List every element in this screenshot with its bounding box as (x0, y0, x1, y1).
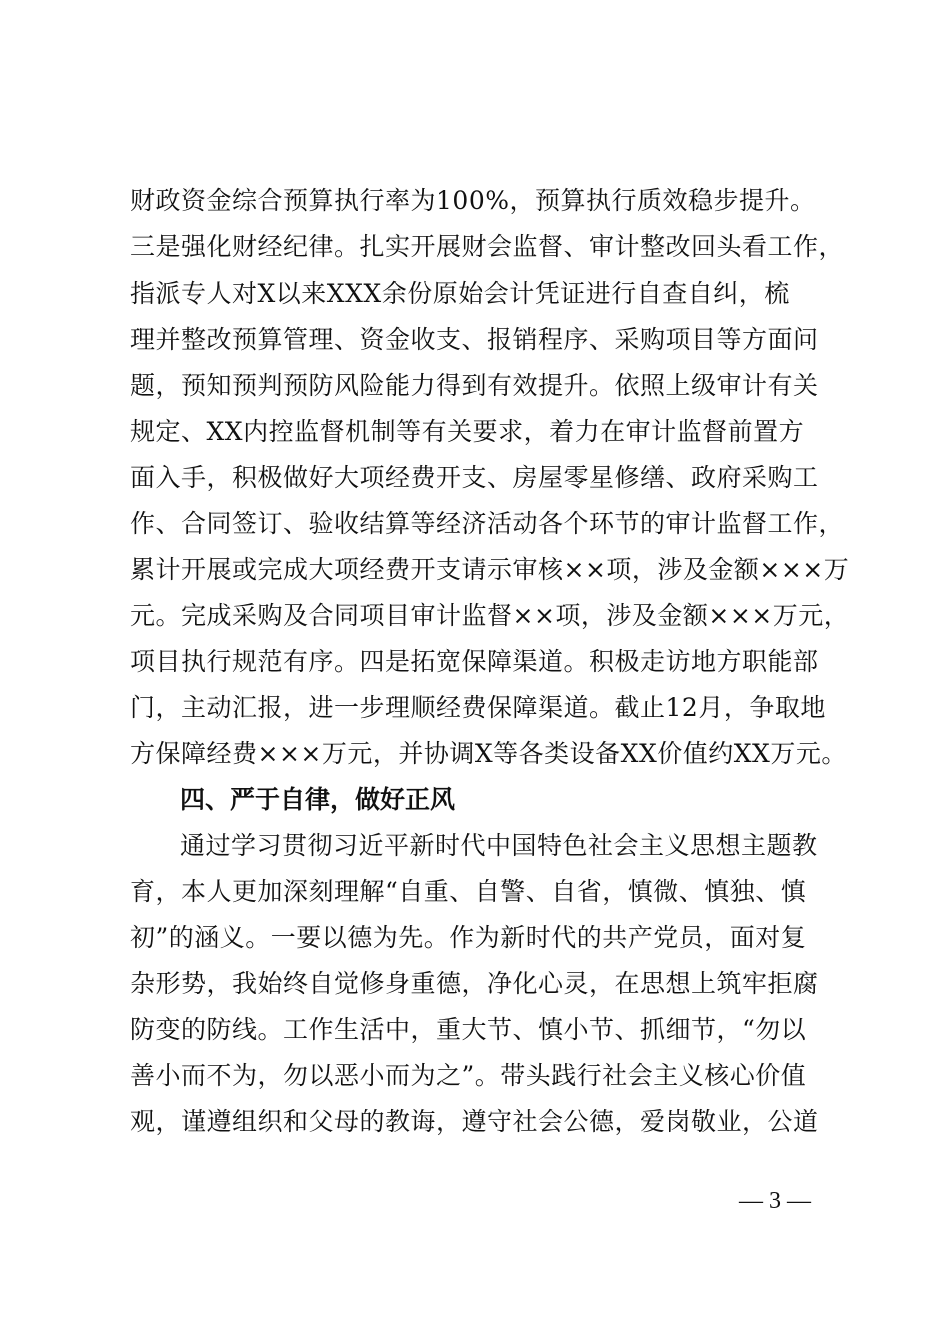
text-line: 理并整改预算管理、资金收支、报销程序、采购项目等方面问 (130, 325, 819, 354)
text-line: 题，预知预判预防风险能力得到有效提升。依照上级审计有关 (130, 371, 819, 400)
text-line: 三是强化财经纪律。扎实开展财会监督、审计整改回头看工作， (130, 232, 845, 261)
text-line: 门，主动汇报，进一步理顺经费保障渠道。截止12月，争取地 (130, 693, 826, 722)
text-line: 指派专人对X以来XXX余份原始会计凭证进行自查自纠，梳 (130, 279, 790, 308)
text-line: 财政资金综合预算执行率为100%，预算执行质效稳步提升。 (130, 186, 816, 215)
text-line: 防变的防线。工作生活中，重大节、慎小节、抓细节，“勿以 (130, 1015, 807, 1044)
text-line: 元。完成采购及合同项目审计监督××项，涉及金额×××万元， (130, 601, 850, 630)
text-line: 面入手，积极做好大项经费开支、房屋零星修缮、政府采购工 (130, 463, 819, 492)
page-number: — 3 — (739, 1188, 811, 1214)
text-line: 累计开展或完成大项经费开支请示审核××项，涉及金额×××万 (130, 555, 850, 584)
text-line: 育，本人更加深刻理解“自重、自警、自省，慎微、慎独、慎 (130, 877, 807, 906)
text-line: 初”的涵义。一要以德为先。作为新时代的共产党员，面对复 (130, 923, 807, 952)
text-line: 作、合同签订、验收结算等经济活动各个环节的审计监督工作， (130, 509, 845, 538)
text-line: 观，谨遵组织和父母的教诲，遵守社会公德，爱岗敬业，公道 (130, 1107, 819, 1136)
text-line: 善小而不为，勿以恶小而为之”。带头践行社会主义核心价值 (130, 1061, 807, 1090)
text-line: 杂形势，我始终自觉修身重德，净化心灵，在思想上筑牢拒腐 (130, 969, 819, 998)
text-line: 方保障经费×××万元，并协调X等各类设备XX价值约XX万元。 (130, 739, 847, 768)
section-heading: 四、严于自律，做好正风 (180, 785, 456, 814)
text-line: 项目执行规范有序。四是拓宽保障渠道。积极走访地方职能部 (130, 647, 819, 676)
text-line: 通过学习贯彻习近平新时代中国特色社会主义思想主题教 (180, 831, 818, 860)
text-line: 规定、XX内控监督机制等有关要求，着力在审计监督前置方 (130, 417, 805, 446)
